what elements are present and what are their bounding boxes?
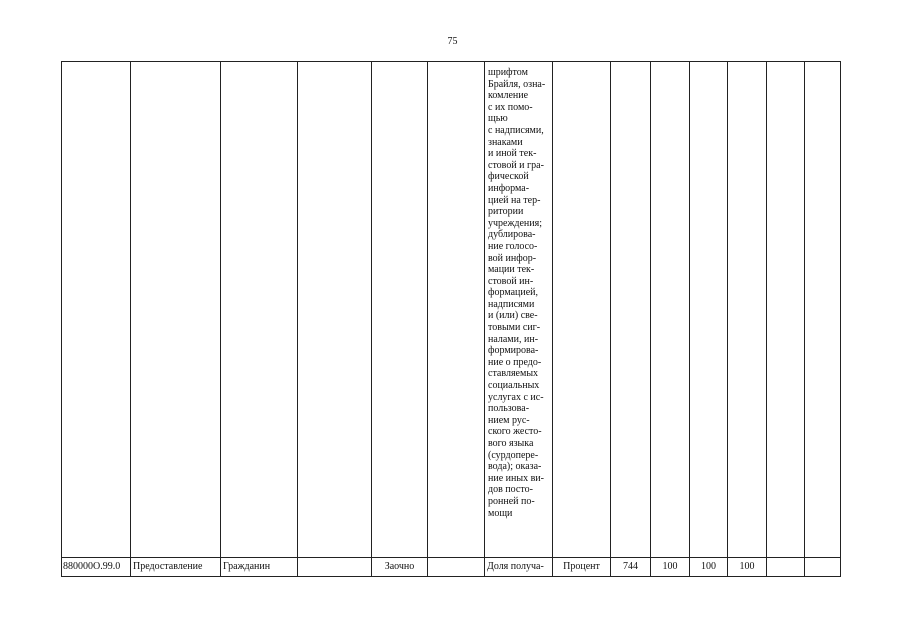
text-line: щью — [488, 113, 508, 125]
column-border — [371, 61, 372, 577]
column-border — [766, 61, 767, 577]
text-line: с надписями, — [488, 124, 544, 136]
text-line: надписями — [488, 298, 535, 310]
data-table — [61, 61, 841, 577]
column-border — [804, 61, 805, 577]
text-line: цией на тер- — [488, 194, 541, 206]
text-line: дов посто- — [488, 484, 533, 496]
text-line: ского жесто- — [488, 426, 542, 438]
cell-value-1: 100 — [662, 561, 678, 572]
cell-col13 — [767, 558, 804, 576]
column-border — [484, 61, 485, 577]
text-line: социальных — [488, 380, 540, 392]
cell-value-2: 100 — [701, 561, 716, 572]
cell-form: Заочно — [384, 561, 415, 572]
indicator-continuation-text — [488, 67, 552, 519]
page-number: 75 — [447, 36, 458, 47]
text-line: вода); оказа- — [488, 461, 542, 473]
text-line: пользова- — [488, 403, 530, 415]
cell-code: 880000О.99.0 — [63, 561, 121, 572]
column-border — [130, 61, 131, 577]
text-line: стовой и гра- — [488, 159, 544, 171]
text-line: ние иных ви- — [488, 472, 544, 484]
text-line: нием рус- — [488, 414, 530, 426]
cell-col14 — [805, 558, 840, 576]
table-bottom-border — [61, 576, 841, 577]
column-border — [840, 61, 841, 577]
text-line: налами, ин- — [488, 333, 539, 345]
text-line: вого языка — [488, 438, 534, 449]
column-border — [427, 61, 428, 577]
text-line: и (или) све- — [488, 310, 538, 322]
column-border — [297, 61, 298, 577]
text-line: фической — [488, 171, 529, 183]
text-line: информа- — [488, 182, 530, 194]
text-line: мощи — [488, 507, 513, 519]
text-line: мации тек- — [488, 264, 535, 276]
text-line: ставляемых — [488, 368, 539, 380]
text-line: комление — [488, 90, 529, 102]
cell-unit: Процент — [563, 561, 600, 572]
cell-col6 — [428, 558, 484, 576]
cell-indicator: Доля получа- — [487, 561, 544, 572]
column-border — [220, 61, 221, 577]
cell-okei: 744 — [623, 561, 638, 572]
cell-col4 — [298, 558, 371, 576]
column-border — [727, 61, 728, 577]
cell-service: Предоставление — [133, 561, 203, 572]
text-line: и иной тек- — [488, 148, 537, 160]
text-line: ронней по- — [488, 495, 535, 507]
text-line: услугах с ис- — [488, 391, 544, 403]
text-line: шрифтом — [488, 67, 528, 78]
text-line: ние о предо- — [488, 356, 542, 368]
cell-recipients: Гражданин — [223, 561, 271, 572]
text-line: с их помо- — [488, 101, 533, 113]
column-border — [689, 61, 690, 577]
text-line: (сурдопере- — [488, 449, 539, 461]
text-line: вой инфор- — [488, 252, 537, 264]
text-line: дублирова- — [488, 229, 536, 241]
text-line: товыми сиг- — [488, 322, 541, 334]
text-line: ритории — [488, 206, 524, 218]
column-border — [552, 61, 553, 577]
text-line: учреждения; — [488, 217, 542, 229]
column-border — [61, 61, 62, 577]
text-line: Брайля, озна- — [488, 78, 546, 90]
cell-value-3: 100 — [739, 561, 755, 572]
text-line: формацией, — [488, 287, 539, 299]
table-top-border — [61, 61, 841, 62]
text-line: стовой ин- — [488, 275, 534, 287]
column-border — [650, 61, 651, 577]
text-line: ние голосо- — [488, 240, 538, 252]
column-border — [610, 61, 611, 577]
text-line: знаками — [488, 136, 523, 148]
text-line: формирова- — [488, 345, 539, 357]
